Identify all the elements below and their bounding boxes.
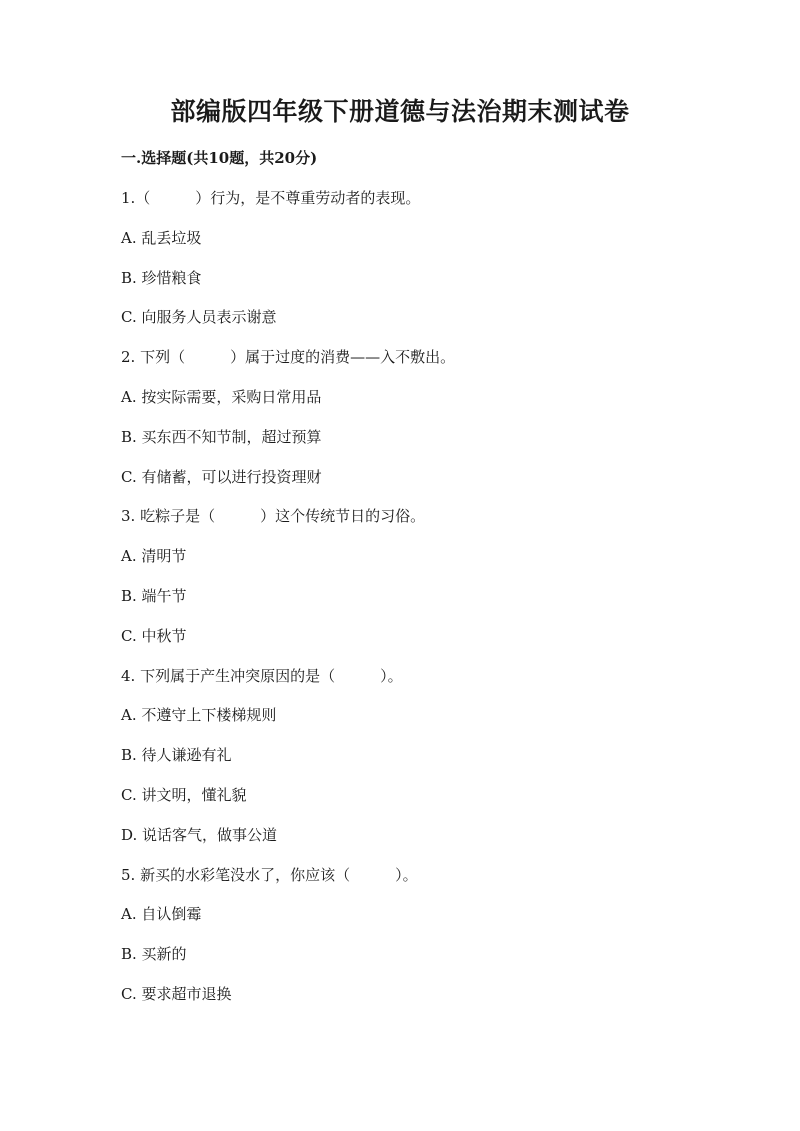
question-2-option-a: A. 按实际需要，采购日常用品: [121, 387, 322, 406]
question-1: 1.（ ）行为，是不尊重劳动者的表现。: [121, 189, 421, 207]
question-3-option-b: B. 端午节: [121, 586, 187, 605]
question-3: 3. 吃粽子是（ ）这个传统节日的习俗。: [121, 507, 426, 526]
question-2-option-b: B. 买东西不知节制，超过预算: [121, 427, 322, 446]
question-1-option-a: A. 乱丢垃圾: [121, 228, 202, 247]
question-5: 5. 新买的水彩笔没水了，你应该（ ）。: [121, 865, 418, 884]
question-4-option-d: D. 说话客气，做事公道: [121, 825, 278, 844]
question-5-option-b: B. 买新的: [121, 945, 187, 964]
question-2-option-c: C. 有储蓄，可以进行投资理财: [121, 467, 322, 486]
question-2: 2. 下列（ ）属于过度的消费——入不敷出。: [121, 348, 456, 367]
question-4-option-b: B. 待人谦逊有礼: [121, 746, 232, 765]
question-5-option-c: C. 要求超市退换: [121, 984, 232, 1003]
question-5-option-a: A. 自认倒霉: [121, 905, 202, 924]
question-1-option-c: C. 向服务人员表示谢意: [121, 308, 277, 327]
question-4: 4. 下列属于产生冲突原因的是（ ）。: [121, 666, 403, 685]
question-3-option-c: C. 中秋节: [121, 626, 187, 645]
question-list: [121, 186, 681, 1022]
question-4-option-a: A. 不遵守上下楼梯规则: [121, 706, 277, 725]
question-1-option-b: B. 珍惜粮食: [121, 268, 202, 287]
page-title: 部编版四年级下册道德与法治期末测试卷: [170, 97, 630, 126]
question-4-option-c: C. 讲文明，懂礼貌: [121, 785, 247, 804]
section-heading: 一.选择题(共10题，共20分): [121, 149, 318, 167]
question-3-option-a: A. 清明节: [121, 547, 187, 566]
